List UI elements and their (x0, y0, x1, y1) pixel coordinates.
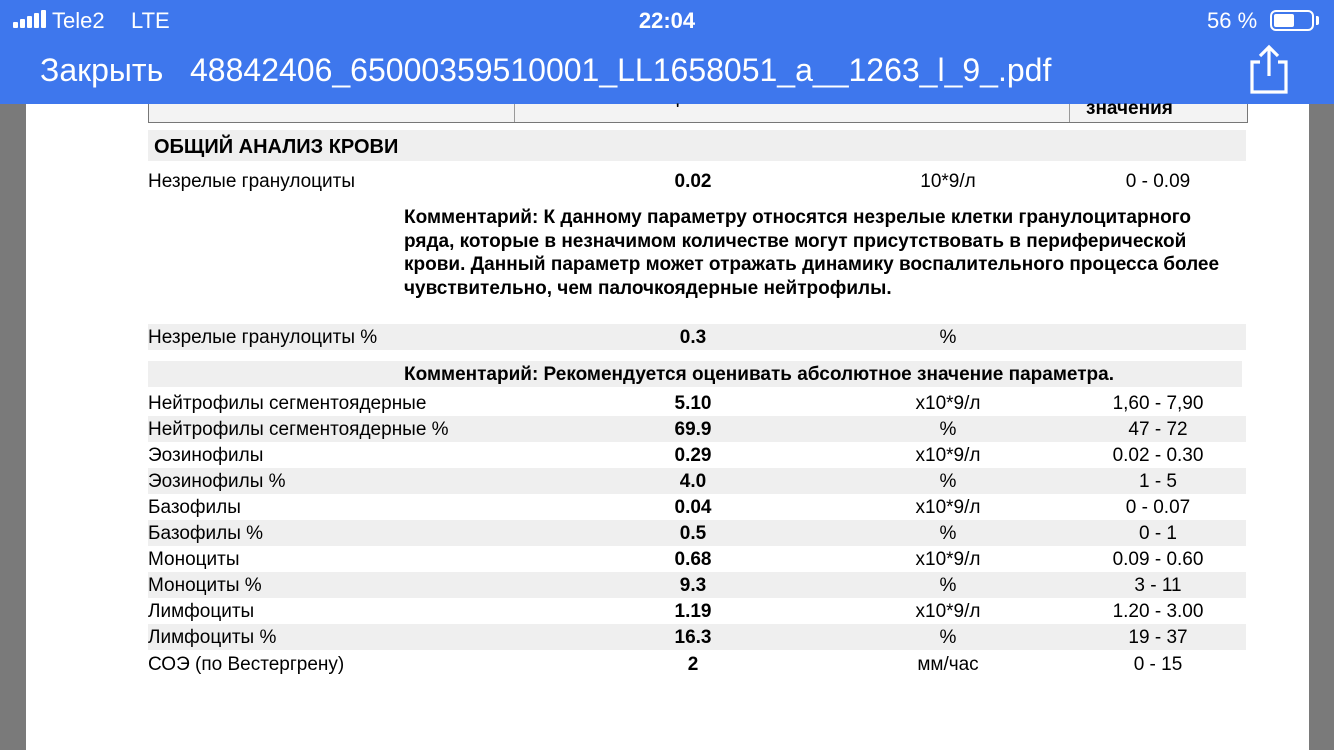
param-ref: 0.02 - 0.30 (1112, 445, 1204, 466)
table-row (148, 468, 1246, 494)
table-row (148, 546, 1246, 572)
param-value: 0.3 (679, 327, 707, 348)
param-value: 0.02 (674, 171, 712, 192)
param-unit: х10*9/л (915, 445, 981, 466)
comment-note-2 (148, 361, 1242, 387)
table-row (148, 324, 1246, 350)
battery-tip (1316, 16, 1319, 25)
param-unit: 10*9/л (920, 171, 976, 192)
param-unit: % (939, 471, 957, 492)
param-name: Лимфоциты % (148, 627, 277, 648)
table-row (148, 651, 1246, 677)
param-name: Моноциты (148, 549, 240, 570)
param-unit: х10*9/л (915, 497, 981, 518)
status-bar (0, 0, 1334, 40)
top-bar (0, 0, 1334, 104)
param-name: Нейтрофилы сегментоядерные (148, 393, 427, 414)
param-value: 4.0 (679, 471, 707, 492)
table-header (148, 104, 1248, 123)
param-name: Незрелые гранулоциты % (148, 327, 378, 348)
battery-level (1274, 14, 1294, 27)
table-row (148, 168, 1246, 194)
table-row (148, 520, 1246, 546)
table-row (148, 442, 1246, 468)
param-unit: % (939, 575, 957, 596)
table-row (148, 624, 1246, 650)
param-name: Эозинофилы (148, 445, 264, 466)
table-row (148, 494, 1246, 520)
param-ref: 0 - 0.09 (1125, 171, 1191, 192)
comment-text: Комментарий: Рекомендуется оценивать абсолютное значение параметра. (404, 364, 1114, 385)
table-row (148, 572, 1246, 598)
param-ref: 3 - 11 (1134, 575, 1182, 596)
param-value: 9.3 (679, 575, 707, 596)
param-name: Нейтрофилы сегментоядерные % (148, 419, 449, 440)
param-name: Моноциты % (148, 575, 262, 596)
table-row (148, 416, 1246, 442)
param-ref: 1,60 - 7,90 (1112, 393, 1204, 414)
param-value: 5.10 (674, 393, 712, 414)
document-title: 48842406_65000359510001_LL1658051_a__1263_l_9_.pdf (190, 52, 1052, 88)
clock: 22:04 (638, 8, 696, 33)
param-unit: х10*9/л (915, 601, 981, 622)
param-unit: % (939, 419, 957, 440)
param-unit: мм/час (917, 654, 979, 675)
pdf-page (26, 98, 1309, 750)
param-unit: х10*9/л (915, 393, 981, 414)
section-title (148, 130, 1246, 161)
param-value: 0.04 (674, 497, 712, 518)
param-ref: 0 - 1 (1138, 523, 1178, 544)
param-ref: 0 - 0.07 (1125, 497, 1191, 518)
battery-percent: 56 % (1207, 8, 1258, 33)
header-label-reference: значения (1086, 98, 1173, 119)
battery-icon (1270, 10, 1314, 31)
param-unit: % (939, 523, 957, 544)
param-ref: 47 - 72 (1128, 419, 1188, 440)
param-unit: х10*9/л (915, 549, 981, 570)
param-name: Незрелые гранулоциты (148, 171, 356, 192)
table-row (148, 598, 1246, 624)
param-ref: 1 - 5 (1138, 471, 1178, 492)
param-ref: 0.09 - 0.60 (1112, 549, 1204, 570)
header-fragment: ' (676, 100, 680, 116)
param-value: 0.5 (679, 523, 707, 544)
section-title-text: ОБЩИЙ АНАЛИЗ КРОВИ (154, 136, 399, 158)
param-ref: 1.20 - 3.00 (1112, 601, 1204, 622)
lab-report (26, 98, 1309, 750)
share-icon[interactable] (1246, 44, 1292, 96)
param-name: Базофилы % (148, 523, 264, 544)
param-name: Эозинофилы % (148, 471, 286, 492)
carrier-name: Tele2 (52, 8, 105, 33)
param-value: 0.68 (674, 549, 712, 570)
param-unit: % (939, 627, 957, 648)
table-row (148, 390, 1246, 416)
param-name: СОЭ (по Вестергрену) (148, 654, 345, 675)
param-value: 16.3 (674, 627, 712, 648)
param-unit: % (939, 327, 957, 348)
comment-note: Комментарий: К данному параметру относятся незрелые клетки гранулоцитарного ряда, которые в незначимом количестве могут присутствовать в периферической крови. Данный параметр может отражать динамику воспалительного процесса более чувствительно, чем палочкоядерные нейтрофилы. (404, 207, 1220, 299)
network-type: LTE (131, 8, 170, 33)
param-value: 69.9 (674, 419, 712, 440)
param-value: 2 (687, 654, 699, 675)
param-value: 0.29 (674, 445, 712, 466)
param-value: 1.19 (674, 601, 712, 622)
param-name: Лимфоциты (148, 601, 255, 622)
param-ref: 19 - 37 (1128, 627, 1188, 648)
param-ref: 0 - 15 (1133, 654, 1183, 675)
param-name: Базофилы (148, 497, 241, 518)
close-button[interactable]: Закрыть (40, 52, 164, 88)
